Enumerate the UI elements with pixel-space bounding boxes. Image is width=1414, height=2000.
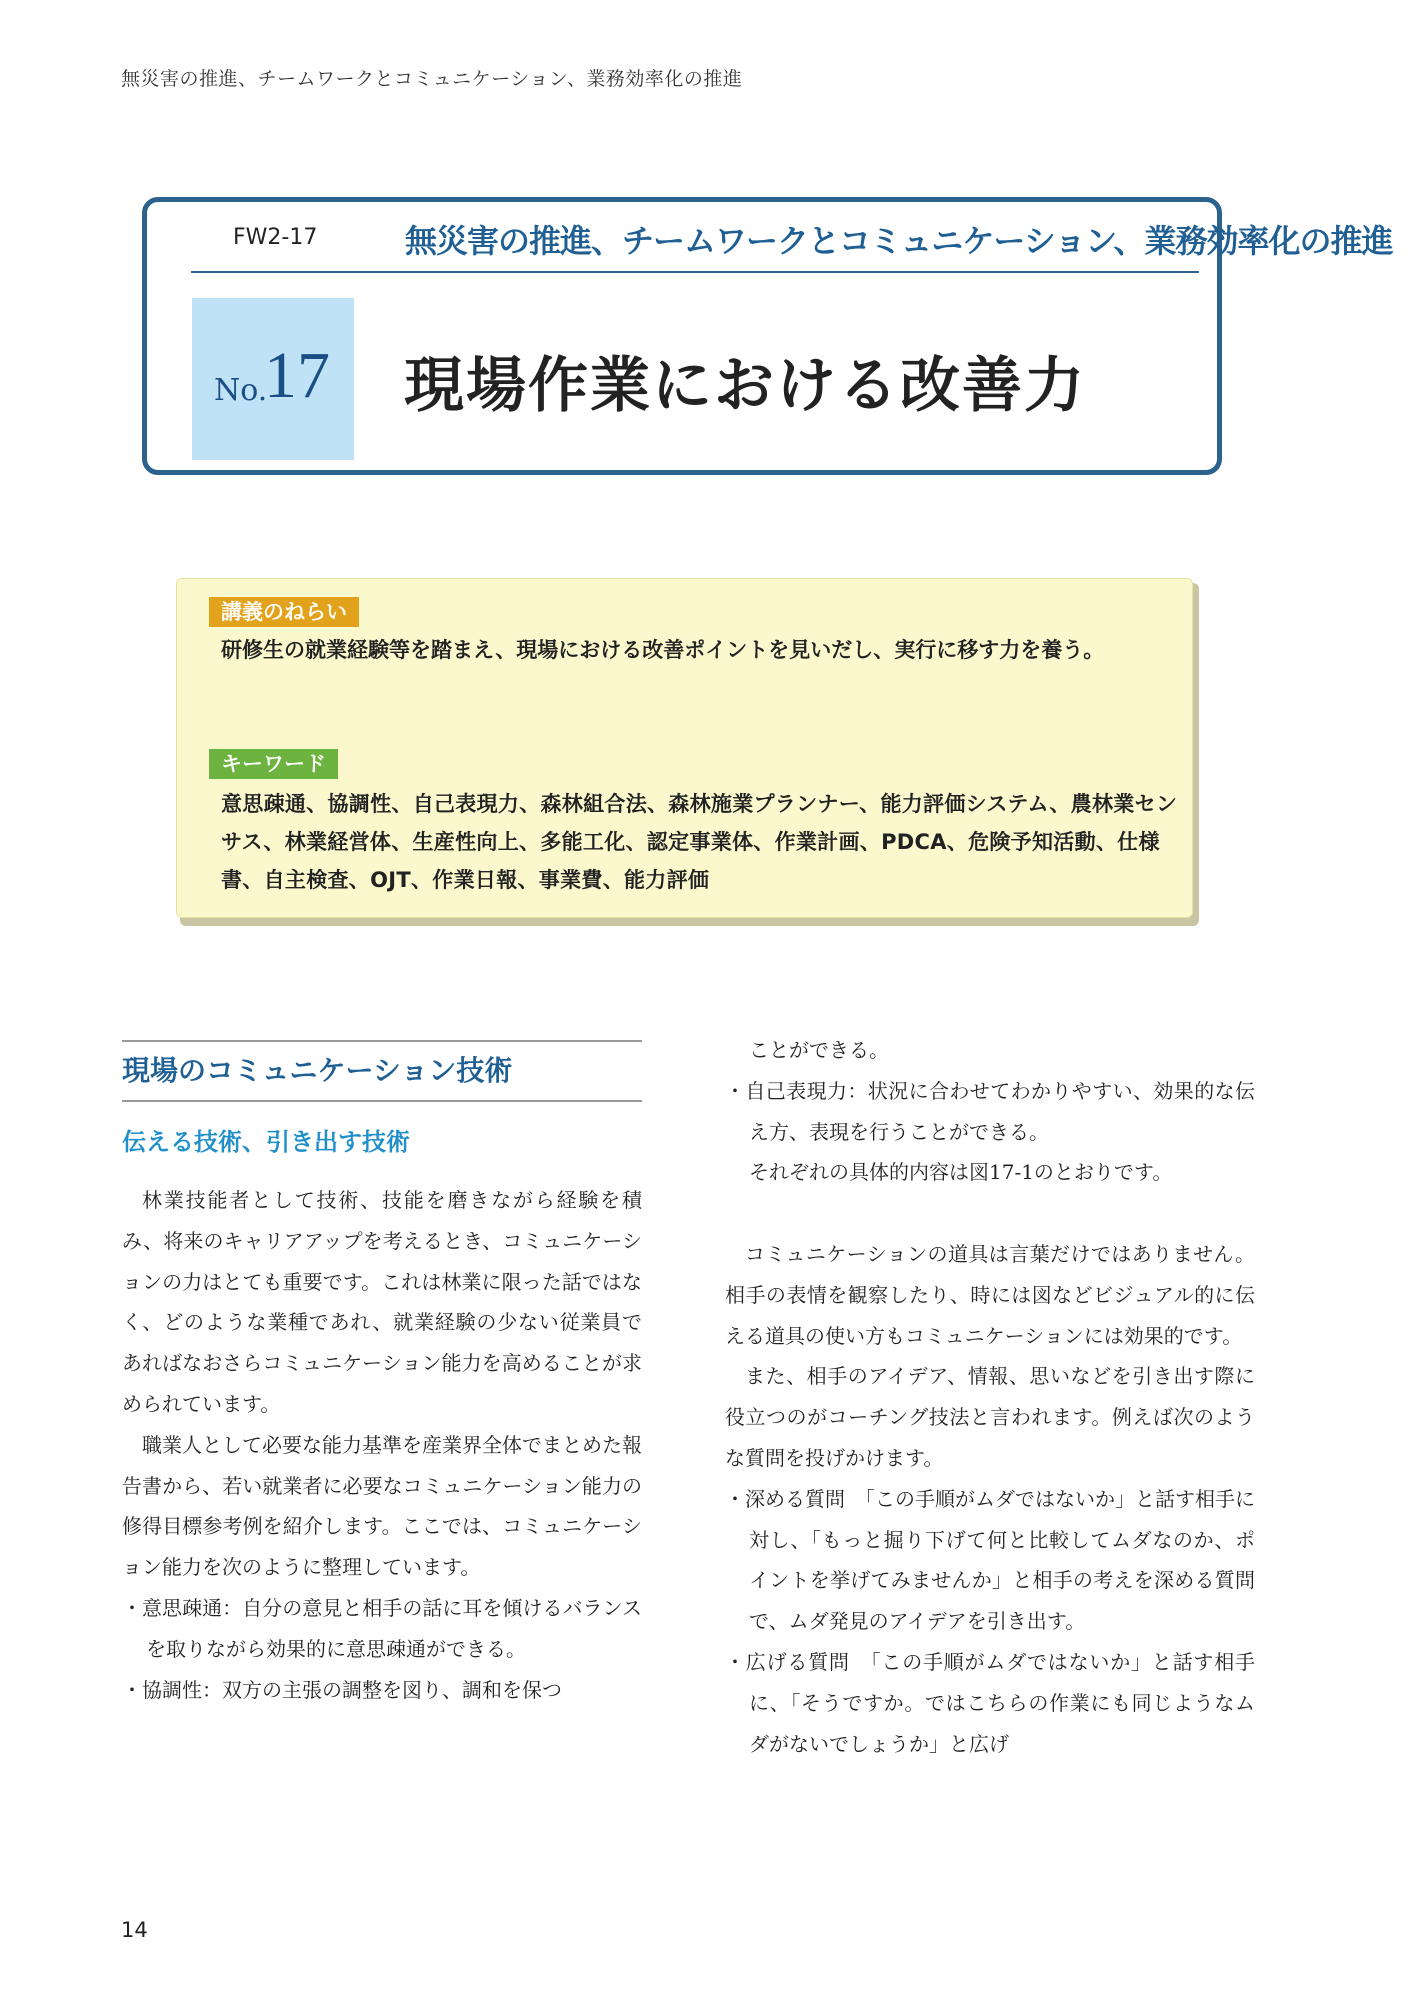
paragraph: コミュニケーションの道具は言葉だけではありません。相手の表情を観察したり、時には図などビジュアル的に伝える道具の使い方もコミュニケーションには効果的です。 [725, 1241, 1255, 1348]
info-box [176, 578, 1193, 918]
bullet-item: ・意思疎通：自分の意見と相手の話に耳を傾けるバランスを取りながら効果的に意思疎通ができる。 [122, 1595, 642, 1661]
series-title: 無災害の推進、チームワークとコミュニケーション、業務効率化の推進 [405, 222, 1393, 260]
page-number: 14 [121, 1918, 148, 1942]
page-title: 現場作業における改善力 [404, 351, 1086, 421]
number-badge [192, 298, 354, 460]
aim-label: 講義のねらい [209, 597, 359, 627]
aim-text: 研修生の就業経験等を踏まえ、現場における改善ポイントを見いだし、実行に移す力を養う。 [221, 638, 1105, 662]
section-heading: 現場のコミュニケーション技術 [122, 1040, 642, 1102]
bullet-item: ・広げる質問 「この手順がムダではないか」と話す相手に、「そうですか。ではこちらの作業にも同じようなムダがないでしょうか」と広げ [725, 1649, 1255, 1756]
keyword-label: キーワード [209, 749, 338, 779]
title-box [142, 197, 1393, 475]
bullet-item: ・深める質問 「この手順がムダではないか」と話す相手に対し、「もっと掘り下げて何と比較してムダなのか、ポイントを挙げてみませんか」と相手の考えを深める質問で、ムダ発見のアイデアを引き出す。 [725, 1486, 1255, 1634]
figure-reference: それぞれの具体的内容は図17-1のとおりです。 [749, 1160, 1173, 1185]
running-header: 無災害の推進、チームワークとコミュニケーション、業務効率化の推進 [121, 68, 743, 90]
lecture-number: 17 [264, 339, 330, 412]
paragraph: 職業人として必要な能力基準を産業界全体でまとめた報告書から、若い就業者に必要なコミュニケーション能力の修得目標参考例を紹介します。ここでは、コミュニケーション能力を次のように整理しています。 [122, 1432, 642, 1580]
right-column [725, 1030, 1255, 1764]
title-divider [191, 271, 1199, 273]
left-column [122, 1040, 642, 1710]
spacer [725, 1193, 1255, 1234]
continued-text: ことができる。 [749, 1038, 889, 1062]
number-prefix: No. [214, 373, 268, 408]
paragraph: また、相手のアイデア、情報、思いなどを引き出す際に役立つのがコーチング技法と言われます。例えば次のような質問を投げかけます。 [725, 1364, 1255, 1470]
sub-heading: 伝える技術、引き出す技術 [122, 1128, 410, 1156]
bullet-item: ・協調性：双方の主張の調整を図り、調和を保つ [122, 1677, 562, 1702]
paragraph: 林業技能者として技術、技能を磨きながら経験を積み、将来のキャリアアップを考えるとき、コミュニケーションの力はとても重要です。これは林業に限った話ではなく、どのような業種であれ、就業経験の少ない従業員であればなおさらコミュニケーション能力を高めることが求められています。 [122, 1188, 642, 1416]
bullet-item: ・自己表現力：状況に合わせてわかりやすい、効果的な伝え方、表現を行うことができる。 [725, 1078, 1255, 1144]
keywords-text: 意思疎通、協調性、自己表現力、森林組合法、森林施業プランナー、能力評価システム、農林業センサス、林業経営体、生産性向上、多能工化、認定事業体、作業計画、PDCA、危険予知活動、仕様書、自主検査、OJT、作業日報、事業費、能力評価 [221, 792, 1178, 892]
course-code: FW2-17 [233, 225, 318, 250]
